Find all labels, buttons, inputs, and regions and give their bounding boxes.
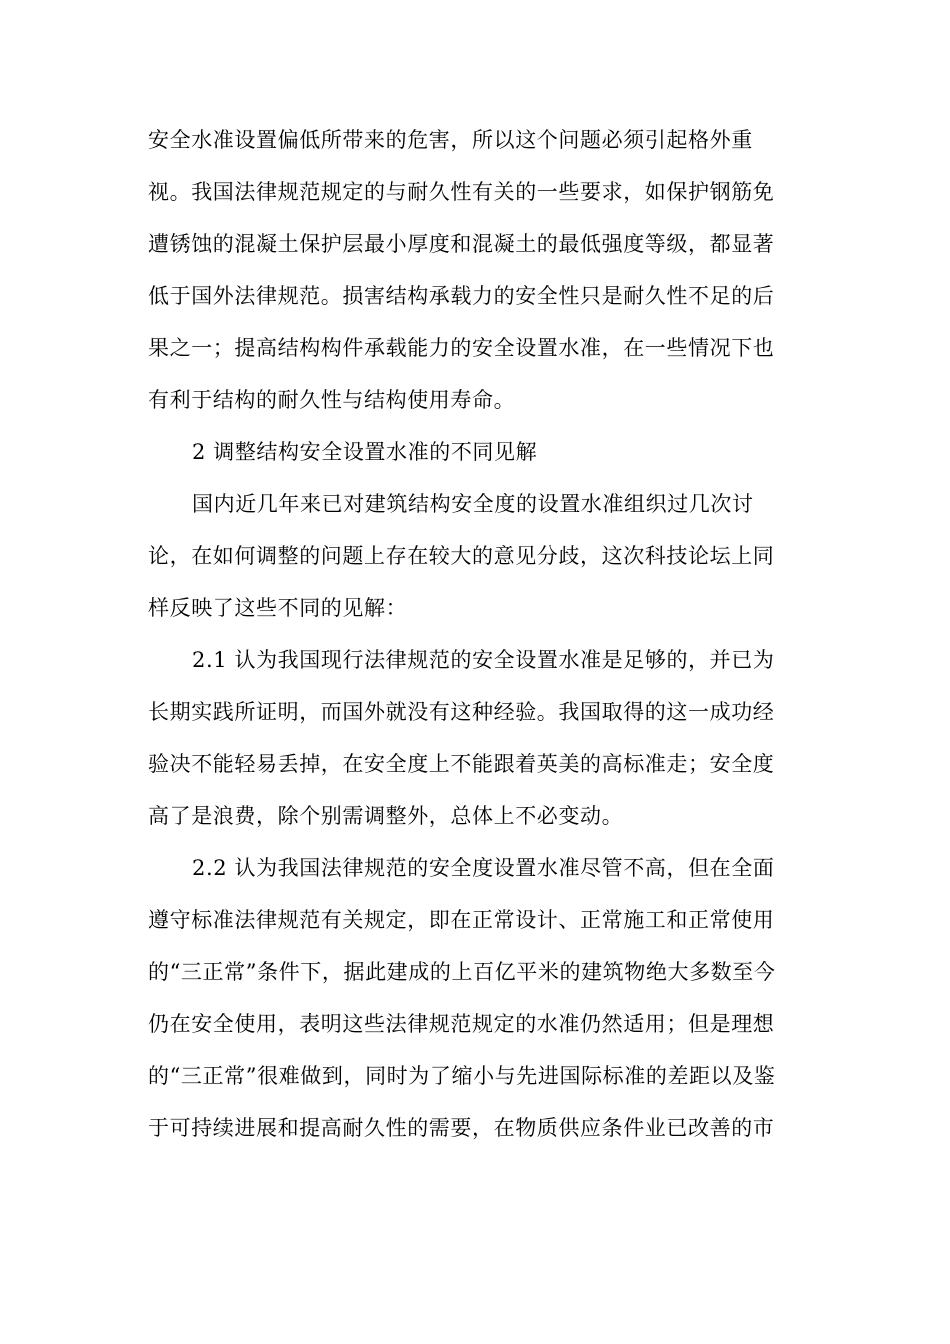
text-line: 果之一；提高结构构件承载能力的安全设置水准，在一些情况下也 (148, 336, 775, 360)
text-line: 有利于结构的耐久性与结构使用寿命。 (148, 388, 516, 412)
text-line: 2.2 认为我国法律规范的安全度设置水准尽管不高，但在全面 (192, 856, 775, 880)
text-line: 安全水准设置偏低所带来的危害，所以这个问题必须引起格外重 (148, 128, 753, 152)
text-line: 论，在如何调整的问题上存在较大的意见分歧，这次科技论坛上同 (148, 544, 775, 568)
text-line: 样反映了这些不同的见解： (148, 596, 408, 620)
text-line: 2.1 认为我国现行法律规范的安全设置水准是足够的，并已为 (192, 648, 775, 672)
text-line: 长期实践所证明，而国外就没有这种经验。我国取得的这一成功经 (148, 700, 775, 724)
text-line: 于可持续进展和提高耐久性的需要，在物质供应条件业已改善的市 (148, 1116, 775, 1140)
text-line: 低于国外法律规范。损害结构承载力的安全性只是耐久性不足的后 (148, 284, 775, 308)
text-line: 遵守标准法律规范有关规定，即在正常设计、正常施工和正常使用 (148, 908, 775, 932)
text-line: 国内近几年来已对建筑结构安全度的设置水准组织过几次讨 (192, 492, 754, 516)
text-line: 视。我国法律规范规定的与耐久性有关的一些要求，如保护钢筋免 (148, 180, 775, 204)
text-line: 遭锈蚀的混凝土保护层最小厚度和混凝土的最低强度等级，都显著 (148, 232, 775, 256)
text-line: 验决不能轻易丢掉，在安全度上不能跟着英美的高标准走；安全度 (148, 752, 775, 776)
text-line: 仍在安全使用，表明这些法律规范规定的水准仍然适用；但是理想 (148, 1012, 775, 1036)
text-line: 的“三正常”很难做到，同时为了缩小与先进国际标准的差距以及鉴 (148, 1064, 776, 1088)
text-line: 高了是浪费，除个别需调整外，总体上不必变动。 (148, 804, 624, 828)
text-line: 的“三正常”条件下，据此建成的上百亿平米的建筑物绝大多数至今 (148, 960, 776, 984)
section-heading: 2 调整结构安全设置水准的不同见解 (192, 440, 538, 464)
document-body (148, 114, 800, 1154)
